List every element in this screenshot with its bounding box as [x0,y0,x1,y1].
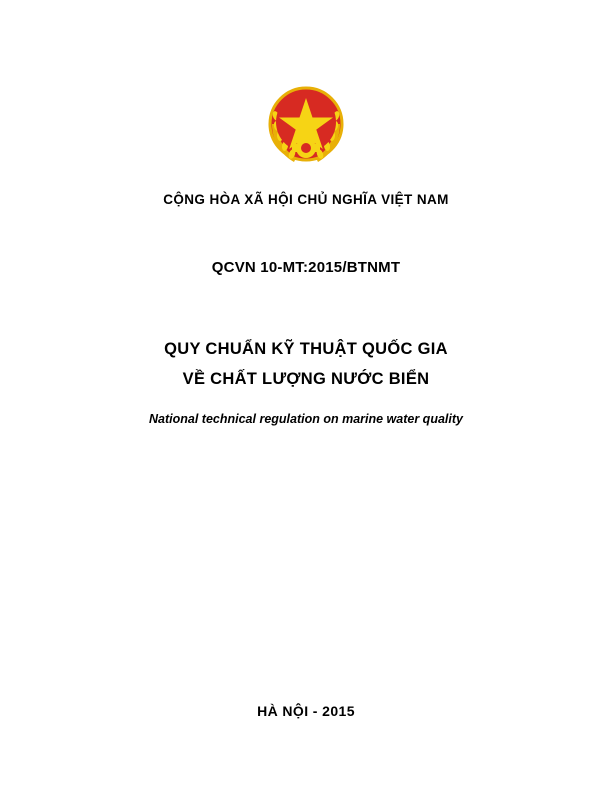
document-title [0,334,612,394]
title-line-2: VỀ CHẤT LƯỢNG NƯỚC BIỂN [182,370,430,388]
country-title: CỘNG HÒA XÃ HỘI CHỦ NGHĨA VIỆT NAM [163,192,449,207]
emblem-container [0,78,612,174]
standard-code: QCVN 10-MT:2015/BTNMT [211,259,401,276]
title-line-1: QUY CHUẨN KỸ THUẬT QUỐC GIA [164,340,448,358]
document-subtitle-english: National technical regulation on marine water quality [149,412,463,426]
publication-place-year: HÀ NỘI - 2015 [257,703,355,719]
vietnam-national-emblem-icon [258,78,354,174]
